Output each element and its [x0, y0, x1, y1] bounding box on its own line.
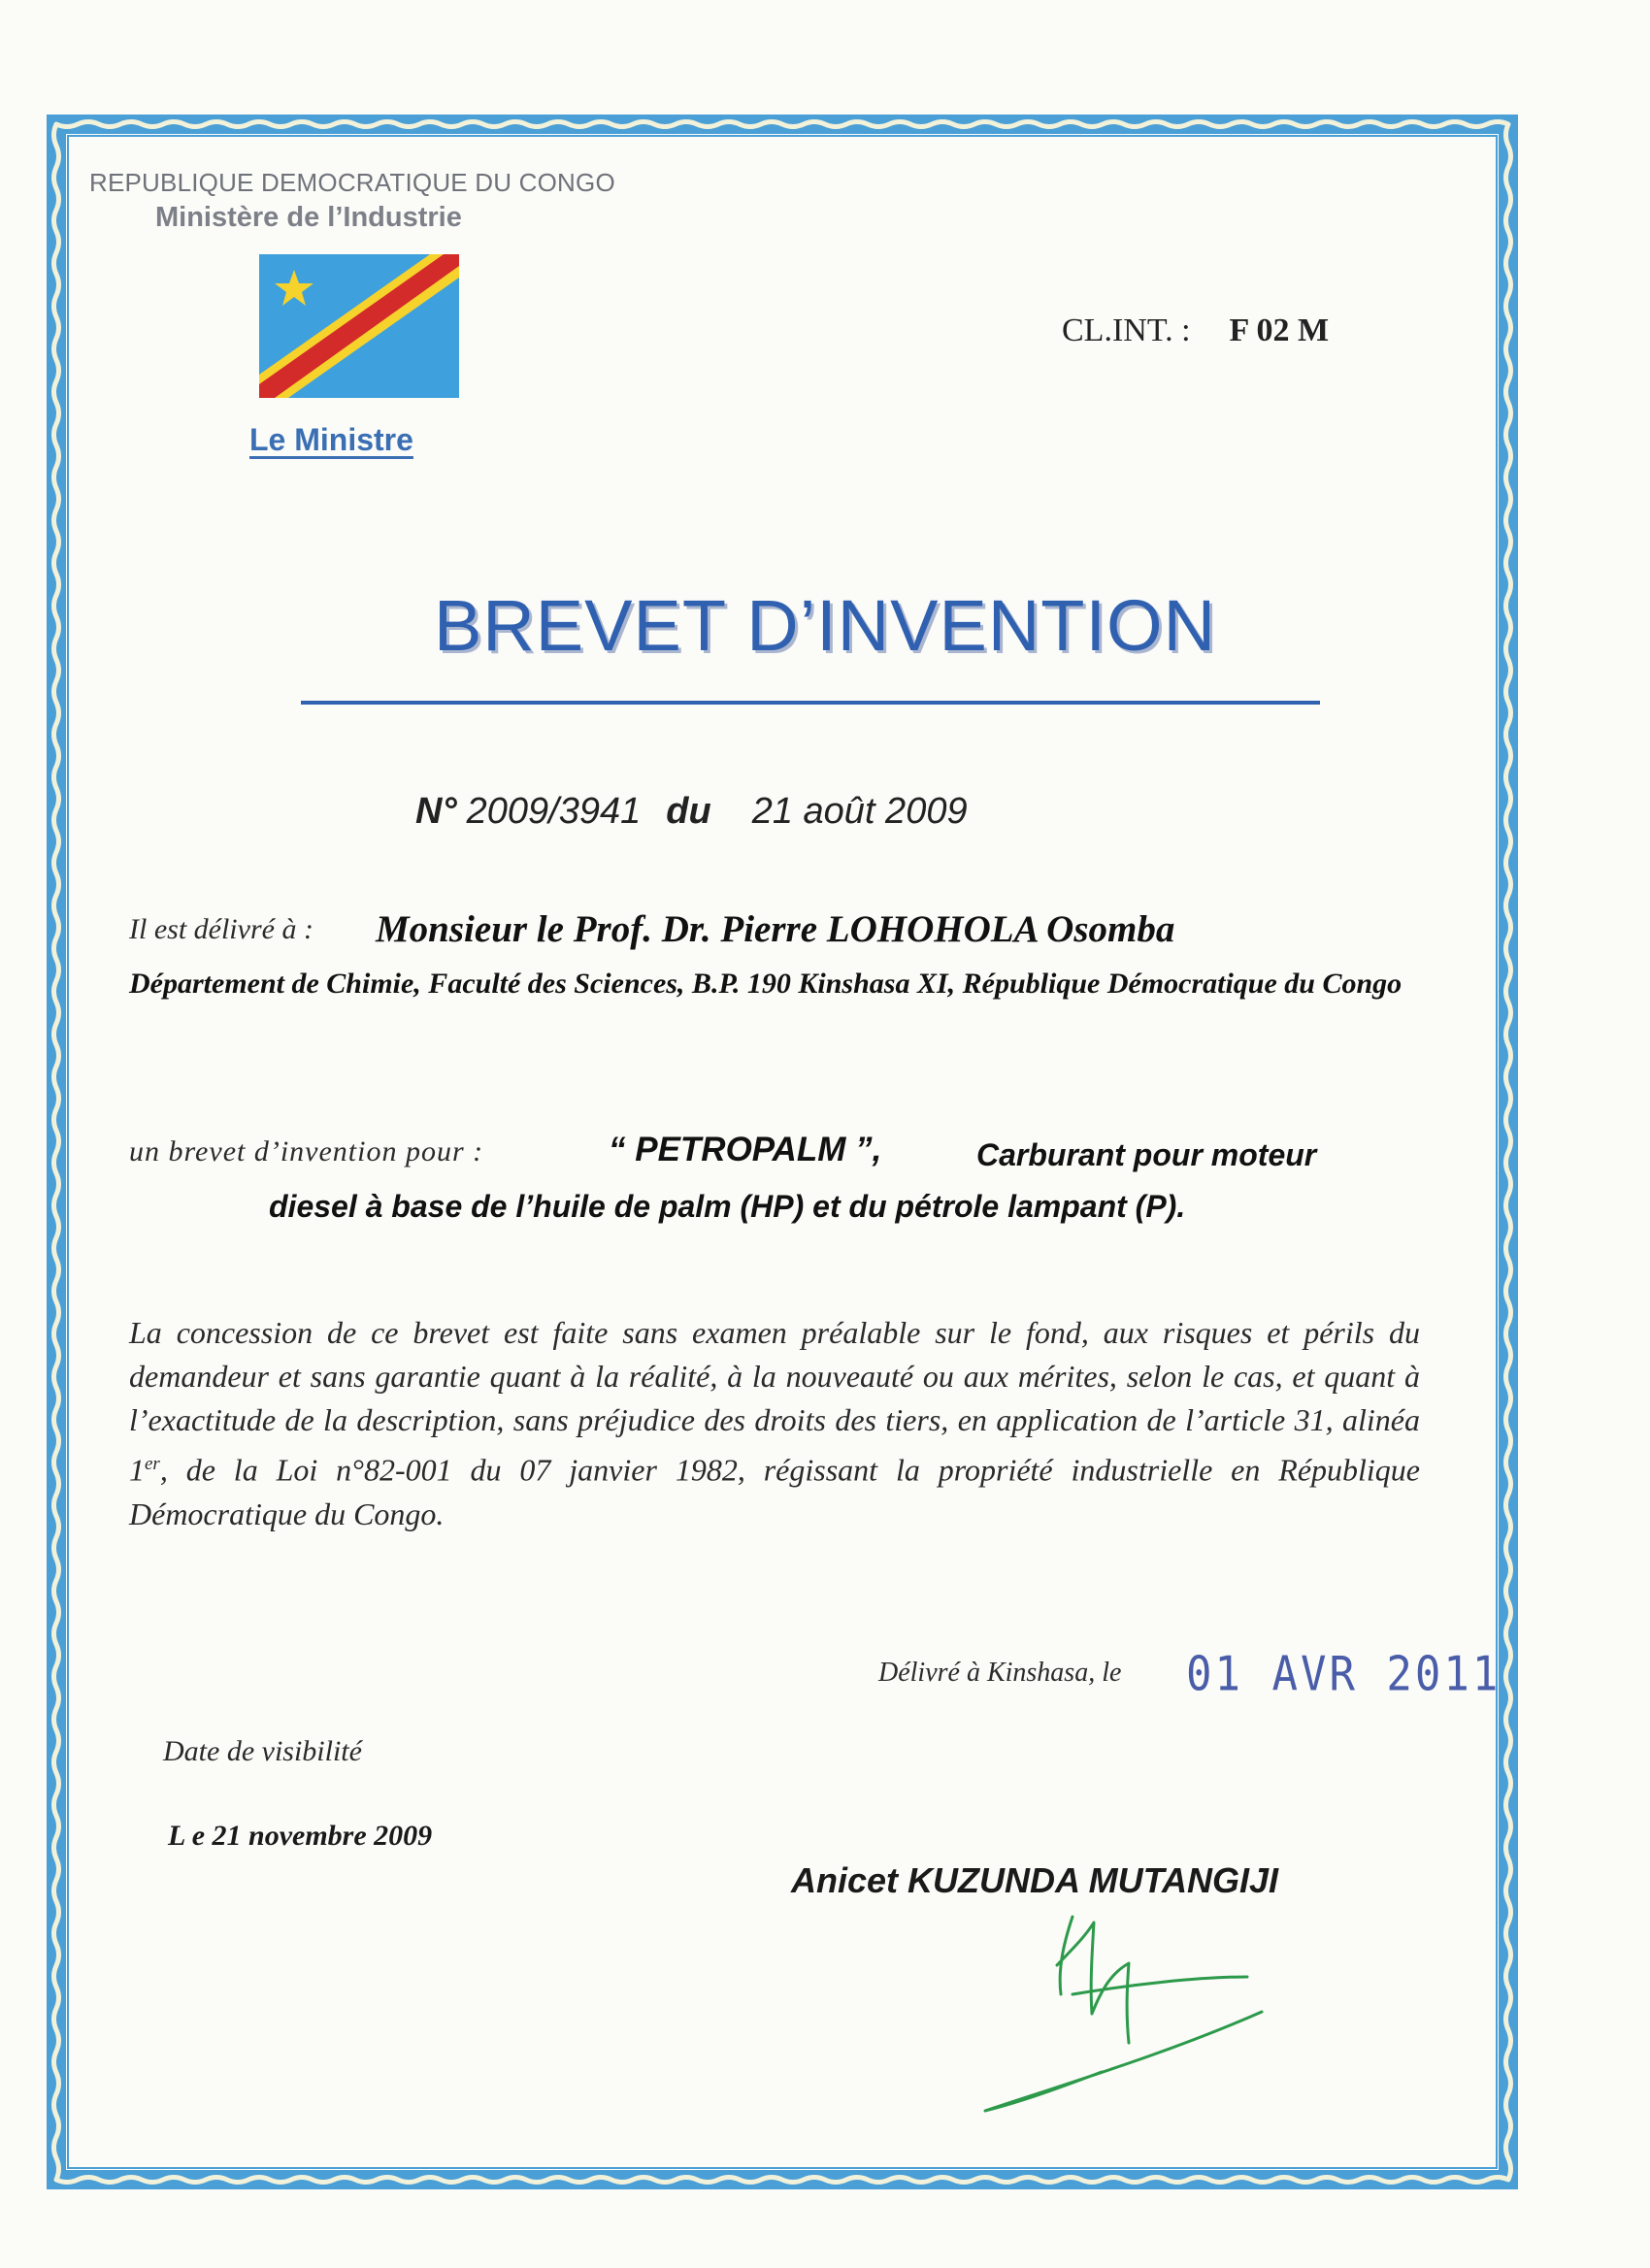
classification-code: F 02 M — [1229, 312, 1330, 348]
drc-flag-icon — [259, 254, 459, 403]
number-prefix: N° — [415, 791, 457, 832]
concession-superscript: er — [145, 1454, 160, 1474]
number-du: du — [666, 791, 711, 832]
flag-svg — [259, 254, 459, 398]
invention-description-line1: Carburant pour moteur — [976, 1137, 1317, 1172]
visibility-label: Date de visibilité — [163, 1735, 362, 1767]
holder-name: Monsieur le Prof. Dr. Pierre LOHOHOLA Osomba — [376, 908, 1175, 950]
concession-paragraph — [129, 1311, 1420, 1536]
le-ministre-label: Le Ministre — [249, 422, 413, 457]
holder-address: Département de Chimie, Faculté des Sciences, B.P. 190 Kinshasa XI, République Démocratique du Congo — [129, 968, 1402, 1000]
concession-text-a: La concession de ce brevet est faite sans examen préalable sur le fond, aux risques et périls du demandeur et sans garantie quant à la réalité, à la nouveauté ou aux mérites, selon le cas, et quant à l’exactitude de la description, sans préjudice des droits des tiers, en application de l’article 31, alinéa 1 — [129, 1315, 1420, 1488]
signatory-name: Anicet KUZUNDA MUTANGIJI — [791, 1860, 1278, 1900]
classification-label: CL.INT. : — [1062, 312, 1191, 348]
delivered-label: Délivré à Kinshasa, le — [878, 1658, 1122, 1688]
invention-label: un brevet d’invention pour : — [129, 1135, 484, 1167]
republic-name: REPUBLIQUE DEMOCRATIQUE DU CONGO — [89, 168, 615, 197]
visibility-date: L e 21 novembre 2009 — [168, 1820, 433, 1852]
signature-svg — [956, 1897, 1267, 2120]
invention-name: “ PETROPALM ”, — [609, 1131, 882, 1168]
issued-to-label: Il est délivré à : — [129, 913, 314, 945]
patent-number: 2009/3941 — [466, 791, 642, 832]
ministry-name: Ministère de l’Industrie — [155, 202, 462, 233]
handwritten-signature — [956, 1897, 1267, 2125]
document-title: BREVET D’INVENTION — [433, 585, 1217, 666]
invention-description-line2: diesel à base de l’huile de palm (HP) et du pétrole lampant (P). — [269, 1189, 1186, 1224]
patent-date: 21 août 2009 — [751, 791, 968, 832]
classification — [1062, 312, 1329, 349]
patent-number-line — [415, 791, 968, 833]
date-stamp: 01 AVR 2011 — [1186, 1646, 1502, 1703]
title-underline — [301, 701, 1320, 705]
concession-text-b: , de la Loi n°82-001 du 07 janvier 1982, régissant la propriété industrielle en République Démocratique du Congo. — [129, 1452, 1420, 1531]
